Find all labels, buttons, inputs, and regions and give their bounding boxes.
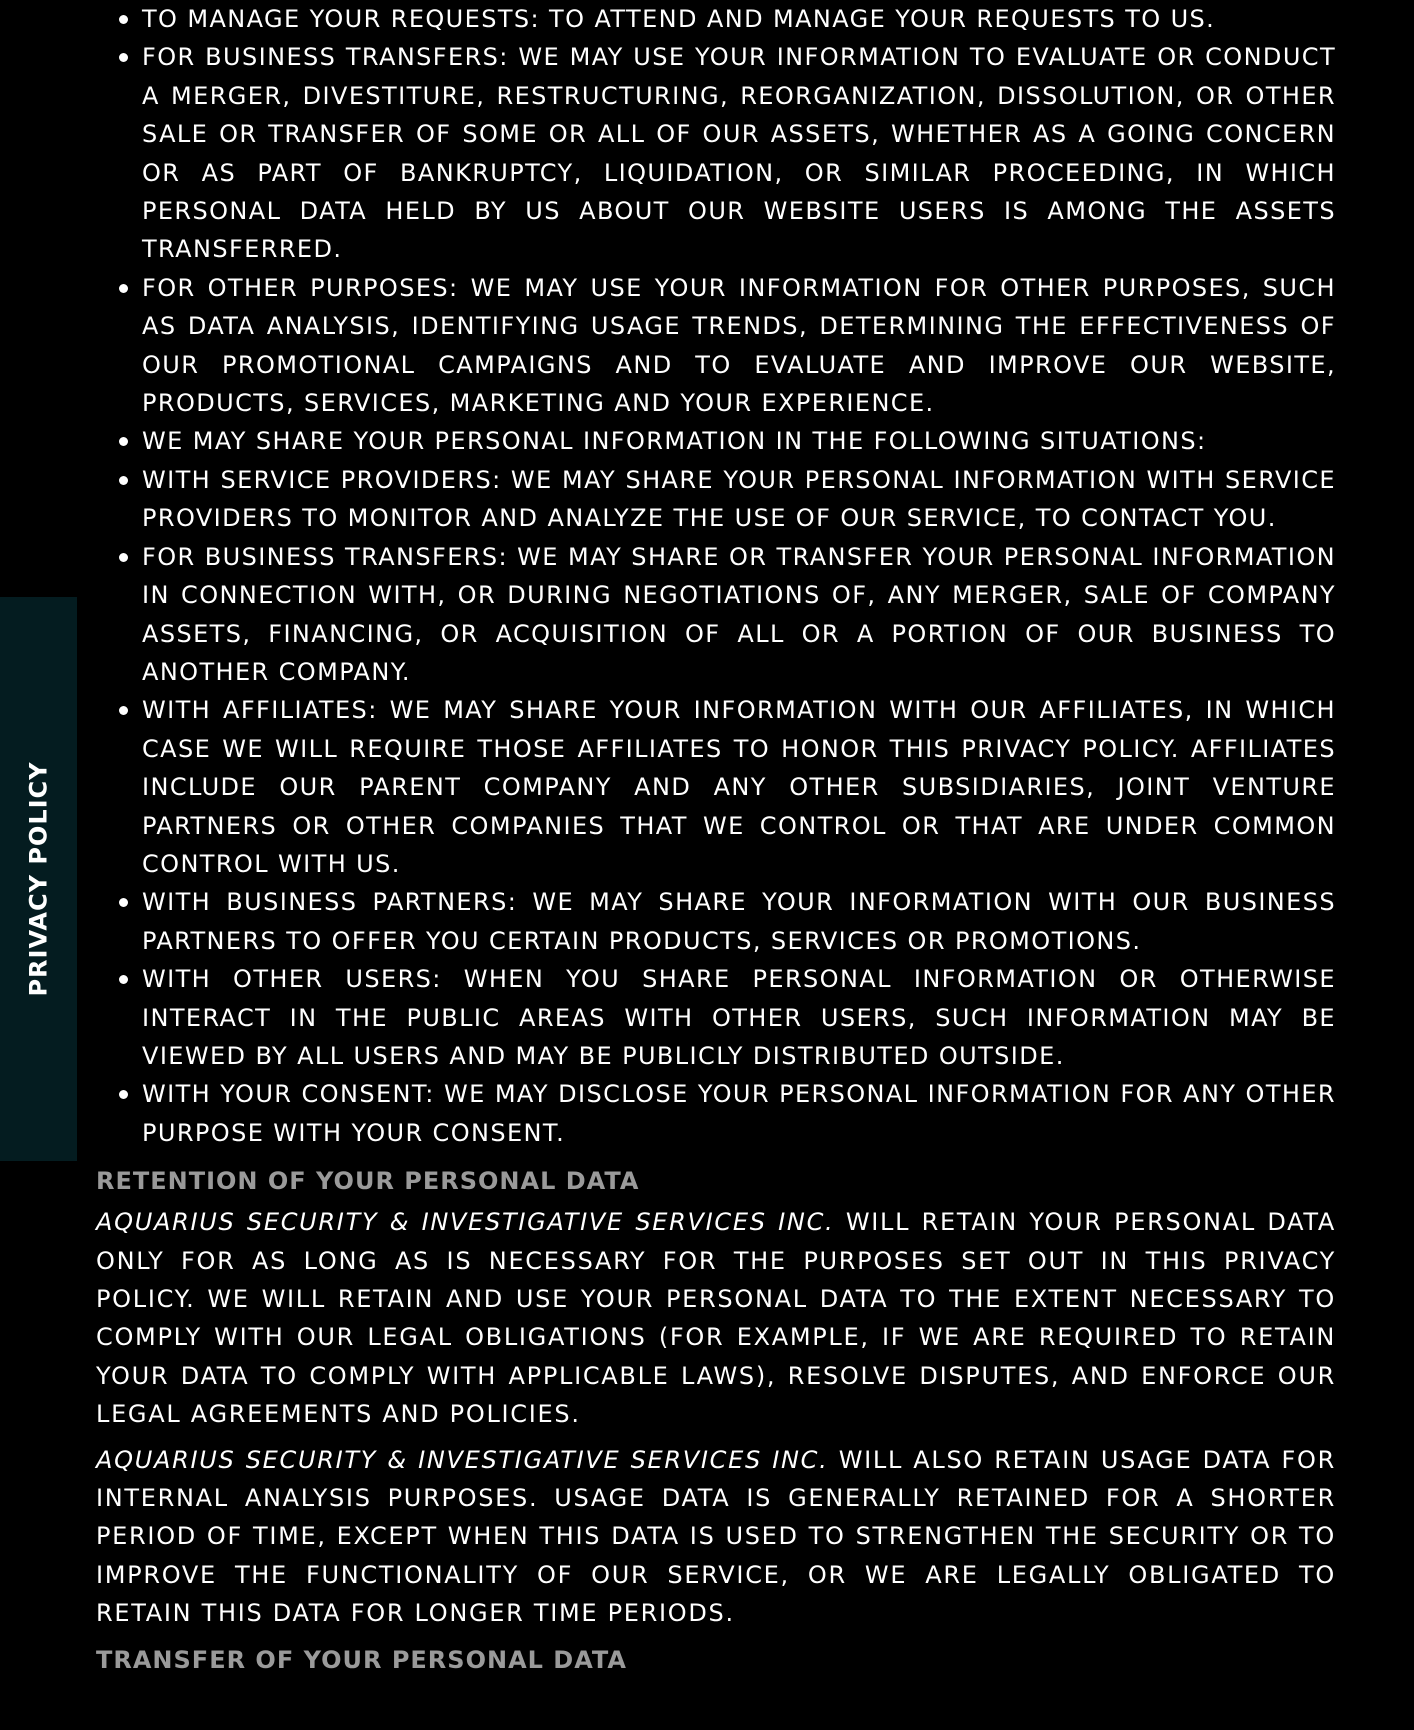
- list-item: WITH YOUR CONSENT: WE MAY DISCLOSE YOUR PERSONAL INFORMATION FOR ANY OTHER PURPOSE WITH YOUR CONSENT.: [142, 1075, 1336, 1152]
- side-tab-label: PRIVACY POLICY: [24, 761, 53, 997]
- retention-paragraph-2-text: WILL ALSO RETAIN USAGE DATA FOR INTERNAL ANALYSIS PURPOSES. USAGE DATA IS GENERALLY RETAINED FOR A SHORTER PERIOD OF TIME, EXCEPT WHEN THIS DATA IS USED TO STRENGTHEN THE SECURITY OR TO IMPROVE THE FUNCTIONALITY OF OUR SERVICE, OR WE ARE LEGALLY OBLIGATED TO RETAIN THIS DATA FOR LONGER TIME PERIODS.: [96, 1445, 1336, 1628]
- retention-heading: RETENTION OF YOUR PERSONAL DATA: [96, 1167, 640, 1196]
- list-item: WITH SERVICE PROVIDERS: WE MAY SHARE YOUR PERSONAL INFORMATION WITH SERVICE PROVIDERS TO MONITOR AND ANALYZE THE USE OF OUR SERVICE, TO CONTACT YOU.: [142, 461, 1336, 538]
- retention-paragraph-1: [96, 1203, 1336, 1433]
- list-item: TO MANAGE YOUR REQUESTS: TO ATTEND AND MANAGE YOUR REQUESTS TO US.: [142, 0, 1336, 38]
- list-item: FOR BUSINESS TRANSFERS: WE MAY SHARE OR TRANSFER YOUR PERSONAL INFORMATION IN CONNECTION WITH, OR DURING NEGOTIATIONS OF, ANY MERGER, SALE OF COMPANY ASSETS, FINANCING, OR ACQUISITION OF ALL OR A PORTION OF OUR BUSINESS TO ANOTHER COMPANY.: [142, 538, 1336, 692]
- privacy-policy-side-tab[interactable]: [0, 597, 77, 1161]
- retention-paragraph-2: [96, 1441, 1336, 1633]
- list-item: FOR OTHER PURPOSES: WE MAY USE YOUR INFORMATION FOR OTHER PURPOSES, SUCH AS DATA ANALYSIS, IDENTIFYING USAGE TRENDS, DETERMINING THE EFFECTIVENESS OF OUR PROMOTIONAL CAMPAIGNS AND TO EVALUATE AND IMPROVE OUR WEBSITE, PRODUCTS, SERVICES, MARKETING AND YOUR EXPERIENCE.: [142, 269, 1336, 423]
- company-name: AQUARIUS SECURITY & INVESTIGATIVE SERVICES INC.: [96, 1208, 835, 1237]
- company-name: AQUARIUS SECURITY & INVESTIGATIVE SERVICES INC.: [96, 1445, 829, 1474]
- list-item: WITH BUSINESS PARTNERS: WE MAY SHARE YOUR INFORMATION WITH OUR BUSINESS PARTNERS TO OFFER YOU CERTAIN PRODUCTS, SERVICES OR PROMOTIONS.: [142, 883, 1336, 960]
- policy-content: [96, 0, 1336, 1675]
- transfer-heading: TRANSFER OF YOUR PERSONAL DATA: [96, 1645, 627, 1674]
- list-item: WITH AFFILIATES: WE MAY SHARE YOUR INFORMATION WITH OUR AFFILIATES, IN WHICH CASE WE WILL REQUIRE THOSE AFFILIATES TO HONOR THIS PRIVACY POLICY. AFFILIATES INCLUDE OUR PARENT COMPANY AND ANY OTHER SUBSIDIARIES, JOINT VENTURE PARTNERS OR OTHER COMPANIES THAT WE CONTROL OR THAT ARE UNDER COMMON CONTROL WITH US.: [142, 691, 1336, 883]
- list-item: WE MAY SHARE YOUR PERSONAL INFORMATION IN THE FOLLOWING SITUATIONS:: [142, 422, 1336, 460]
- list-item: FOR BUSINESS TRANSFERS: WE MAY USE YOUR INFORMATION TO EVALUATE OR CONDUCT A MERGER, DIVESTITURE, RESTRUCTURING, REORGANIZATION, DISSOLUTION, OR OTHER SALE OR TRANSFER OF SOME OR ALL OF OUR ASSETS, WHETHER AS A GOING CONCERN OR AS PART OF BANKRUPTCY, LIQUIDATION, OR SIMILAR PROCEEDING, IN WHICH PERSONAL DATA HELD BY US ABOUT OUR WEBSITE USERS IS AMONG THE ASSETS TRANSFERRED.: [142, 38, 1336, 268]
- retention-paragraph-1-text: WILL RETAIN YOUR PERSONAL DATA ONLY FOR AS LONG AS IS NECESSARY FOR THE PURPOSES SET OUT IN THIS PRIVACY POLICY. WE WILL RETAIN AND USE YOUR PERSONAL DATA TO THE EXTENT NECESSARY TO COMPLY WITH OUR LEGAL OBLIGATIONS (FOR EXAMPLE, IF WE ARE REQUIRED TO RETAIN YOUR DATA TO COMPLY WITH APPLICABLE LAWS), RESOLVE DISPUTES, AND ENFORCE OUR LEGAL AGREEMENTS AND POLICIES.: [96, 1208, 1336, 1429]
- usage-sharing-list: [96, 0, 1336, 1152]
- list-item: WITH OTHER USERS: WHEN YOU SHARE PERSONAL INFORMATION OR OTHERWISE INTERACT IN THE PUBLIC AREAS WITH OTHER USERS, SUCH INFORMATION MAY BE VIEWED BY ALL USERS AND MAY BE PUBLICLY DISTRIBUTED OUTSIDE.: [142, 960, 1336, 1075]
